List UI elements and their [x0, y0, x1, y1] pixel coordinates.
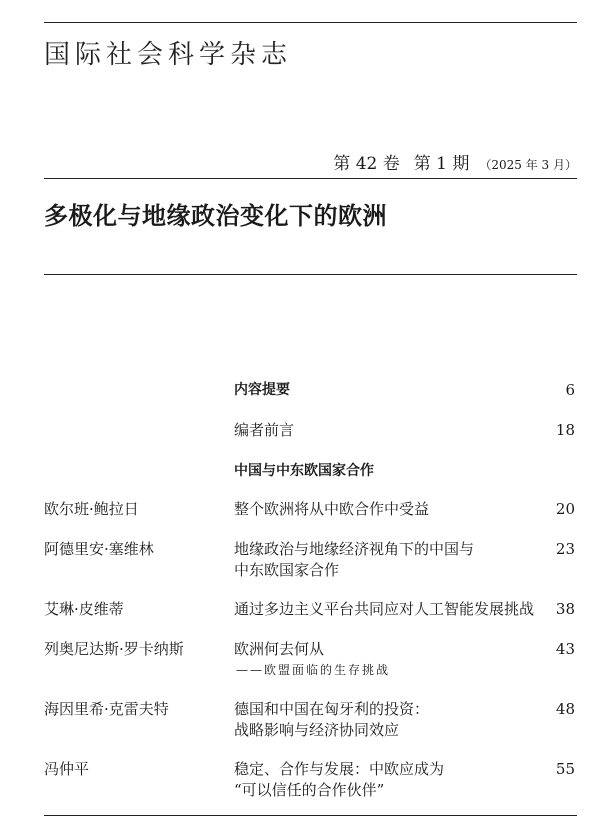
toc-title-line: 稳定、合作与发展：中欧应成为: [234, 760, 445, 778]
toc-author: 列奥尼达斯·罗卡纳斯: [44, 640, 184, 658]
toc-title-line: “可以信任的合作伙伴”: [234, 781, 385, 799]
toc-title-line: 通过多边主义平台共同应对人工智能发展挑战: [234, 600, 535, 618]
toc-page: 55: [555, 760, 575, 778]
toc-author: 冯仲平: [44, 760, 90, 778]
toc-author: 海因里希·克雷夫特: [44, 700, 169, 718]
issue-date: （2025 年 3 月）: [479, 158, 577, 172]
toc-page: 48: [555, 700, 575, 718]
section-heading: 中国与中东欧国家合作: [234, 463, 374, 479]
issue-title: 多极化与地缘政治变化下的欧洲: [44, 202, 387, 230]
toc-title-line: 整个欧洲将从中欧合作中受益: [234, 500, 430, 518]
title-rule: [44, 274, 577, 275]
issue-label: 第 1 期: [413, 154, 470, 174]
issue-rule: [44, 178, 577, 179]
toc-subtitle: ——欧盟面临的生存挑战: [236, 663, 391, 677]
toc-title-line: 地缘政治与地缘经济视角下的中国与: [234, 540, 475, 558]
issue-info: [333, 149, 577, 174]
toc-page: 38: [555, 600, 575, 618]
toc-title: 内容提要: [234, 382, 290, 398]
toc-author: 欧尔班·鲍拉日: [44, 500, 139, 518]
toc-page: 43: [555, 640, 575, 658]
toc-author: 艾琳·皮维蒂: [44, 600, 124, 618]
journal-title: 国际社会科学杂志: [44, 40, 293, 70]
toc-page: 20: [555, 500, 575, 518]
toc-title-line: 中东欧国家合作: [234, 561, 340, 579]
toc-title-line: 欧洲何去何从: [234, 640, 325, 658]
toc-page: 23: [555, 540, 575, 558]
top-rule: [44, 22, 577, 23]
toc-author: 阿德里安·塞维林: [44, 540, 154, 558]
toc-title-line: 德国和中国在匈牙利的投资：: [234, 700, 430, 718]
bottom-rule: [44, 815, 577, 816]
toc-page: 18: [555, 421, 575, 439]
volume-label: 第 42 卷: [333, 154, 400, 174]
toc-page: 6: [565, 381, 575, 399]
toc-title-line: 战略影响与经济协同效应: [234, 721, 400, 739]
toc-title: 编者前言: [234, 421, 295, 439]
